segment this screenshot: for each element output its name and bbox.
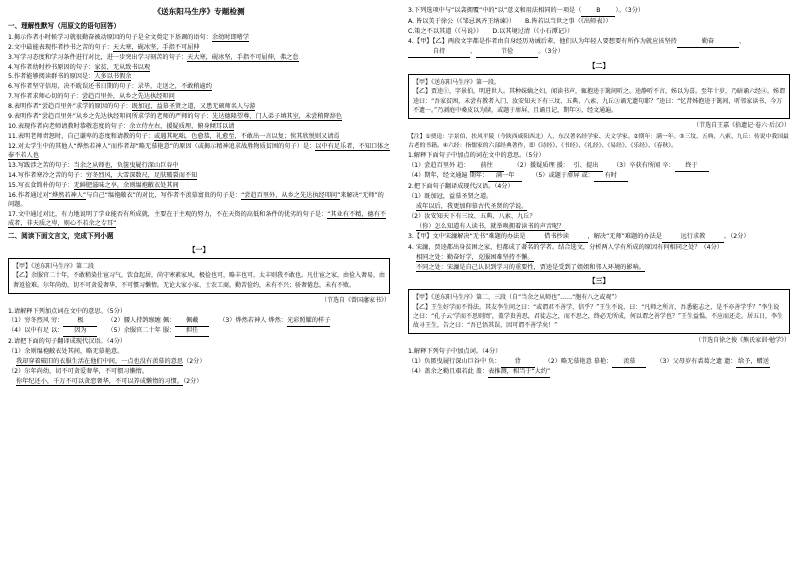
passage-3-source: （节选自徐之俊《熊氏家训·勉学》）	[695, 337, 790, 345]
passage-1-source: （节选自《曾国藩家书》）	[320, 296, 390, 304]
answer-4-1: 勤奋	[677, 38, 739, 48]
question-left-1-title: 1.请解释下列加点词在文中的意思。（5分）	[8, 307, 127, 315]
passage-1-yi: 【乙】余服官二十年，不敢稍染仕宦习气，饮食起居，尚守寒素家风，极俭也可，略丰也可，太丰则我不敢也。凡仕宦之家，由俭入奢易，由奢返俭难。尔年尚幼，切不可贪爱奢华，不可惯习懒惰。无论大家小家、士农工商，勤苦俭约，未有不兴；骄奢倦怠，未有不败。	[13, 272, 386, 289]
answer-7-1: 借书抄读	[526, 233, 588, 243]
choice-d: D.以其境过清（《小石潭记》）	[492, 27, 574, 35]
answer-4-2: 自持	[408, 48, 470, 58]
passage-1-jia: 【甲】《送东阳马生序》第二段	[13, 262, 95, 270]
question-right-9-items	[408, 358, 790, 378]
answer-7: 尝趋百里外，从乡之先达执经叩问	[81, 93, 175, 101]
question-12: 12.对太学生中的其他人“烨然若神人”而作者却“略无慕艳意”的原因（或揭示精神追求战胜物质贫困的句子）是：以中有足乐者，不知口体之奉不若人也	[8, 143, 390, 160]
section-two-title: 二、阅读下面文言文，完成下列小题	[8, 232, 114, 241]
word-explanation-item: （2）略无慕艳意 慕艳： 羡慕	[545, 358, 647, 368]
left-column	[8, 6, 390, 388]
translation-2-prompt: （2）尔年尚幼，切不可贪爱奢华，不可惯习懒惰。	[8, 368, 149, 376]
page-title: 《送东阳马生序》专题检测	[153, 7, 245, 16]
question-5: 5.作者能够阅读群书的原因是：人多以书假余	[8, 73, 132, 81]
word-explanation-item: （4）期年，经文通遍 期年： 满一年	[408, 172, 522, 182]
answer-6: 录毕，走送之，不敢稍逾约	[137, 83, 212, 91]
question-4: 4.写作者幼时抄书原因的句子：家贫，无从致书以观	[8, 63, 151, 71]
word-explanation-item: （3）父母岁有裘葛之遗 遗： 给予，赠送	[656, 358, 770, 368]
translation-3-prompt: （1）既加冠，益慕圣贤之道。	[408, 193, 493, 201]
word-explanation-item: （3）卒获有所闻 卒： 终于	[613, 162, 709, 172]
question-6: 6.写作者坚守信用，决不耽误还书日期的句子：录毕，走送之，不敢稍逾约	[8, 83, 212, 91]
passage-box-3	[408, 289, 790, 334]
passage-2-note: 【注】①贾逵：字景伯，扶风平陵（今陕西咸阳西北）人，东汉著名经学家、天文学家。②期年：满一年。③三坟、五典、八索、九丘：传说中我国最古老的书籍。④六经：指儒家的六部经典著作，即《诗经》、《书经》、《礼经》、《易经》、《乐经》、《春秋》。	[408, 133, 789, 149]
question-left-1-items	[8, 317, 390, 337]
choice-a: A. 皆以美于徐公（《邹忌讽齐王纳谏》）	[408, 17, 516, 25]
translation-4-prompt: （2）汝安知天下有三坟、五典、八索、九丘？	[408, 213, 536, 221]
question-2: 2.文中最能表现作者抄书之苦的句子：天大寒，砚冰坚，手指不可屈伸	[8, 43, 200, 51]
answer-16b: “尝趋百里外，从乡之先达执经叩问”	[241, 192, 341, 200]
right-column	[408, 6, 790, 379]
passage-3-jia: 【甲】《送东阳马生序》第二、三段（自“当余之从师也”……“胞有八之或观”）	[413, 294, 621, 302]
question-9: 9.表明作者“尝趋百里外”从乡之先达执经叩问所求学的老师的严师的句子：先达德隆望尊，门人弟子填其室，未尝稍降辞色	[8, 113, 343, 121]
word-explanation-item: （4）盖余之勤且艰若此 盖：表推测，相当于“大约”	[408, 368, 550, 378]
answer-8-1: 相同之处：勤奋好学，克服困难坚持不懈。	[416, 254, 534, 262]
passage-2-source: （节选自王嘉《拾遗记·卷六·后汉》）	[693, 122, 790, 130]
question-right-3: 3.下列选项中与“以衾拥覆”中的“以”意义和用法相同的一项是（ B ）。（3分）	[408, 7, 790, 17]
answer-8-2: 不同之处：宋濂是自己认识到学习的重要性，贾逵是受到了姐姐和邻人环境的影响。	[416, 264, 645, 272]
question-11: 11.表明老师责怒时，自己谦卑的态度和请教的句子：或遇其叱咄，色愈恭，礼愈至，不敢出一言以复；俟其欣悦则又请焉	[8, 133, 340, 141]
answer-5: 人多以书假余	[94, 73, 132, 81]
word-explanation-item: （1）穷冬烈风 穷： 极	[8, 317, 97, 327]
translation-2-answer: 你年纪还小，千万不可以贪恋奢华，不可以养成懒惰的习惯。（2分）	[16, 378, 203, 386]
question-right-6-title: 2.把下面句子翻译成现代汉语。（4分）	[408, 183, 514, 191]
question-14: 14.写作者寒冷之苦的句子：穷冬烈风，大雪深数尺，足肤皲裂而不知	[8, 172, 198, 180]
question-right-4: 4.【甲】【乙】两段文字都是作者由自身经历劝诫后辈，他们认为年轻人要想要有所作为就应该坚持 勤奋 、自持 、 节俭 。（3分）	[408, 38, 790, 58]
question-16: 16.作者通过对“烨然若神人”与自己“缊袍敝衣”的对比，写作者不羡慕富贵的句子是：“尝趋百里外，从乡之先达执经叩问”来解决“无师”的问题。	[8, 192, 384, 209]
passage-2-jia: 【甲】《送东阳马生序》第一段。	[413, 79, 501, 87]
passage-box-2	[408, 74, 790, 119]
answer-15: 无鲜肥滋味之享，余则缊袍敝衣处其间	[73, 182, 179, 190]
translation-3-answer: 成年以后，我更加仰慕古代圣贤的学说。	[416, 203, 528, 211]
word-explanation-item: （1）尝趋百里外 趋： 前往	[408, 162, 504, 172]
word-explanation-item: （5）余服官二十年 服： 担任	[107, 327, 209, 337]
translation-1-prompt: （1）余则缊袍敝衣处其间，略无慕艳意。	[8, 348, 124, 356]
question-right-8: 4. 宋濂、贾逵都出身贫困之家，但都成了著名的学者。结合选文，分析两人学有所成的原因有何相同之处？（4分）	[408, 244, 723, 252]
answer-17: “其业有不精，德有不成者，非天质之卑，则心不若余之专耳”	[8, 211, 387, 228]
answer-8: 既加冠，益慕圣贤之道，又患无硕师名人与游	[131, 103, 256, 111]
question-right-5-items	[408, 162, 790, 182]
question-17: 17.文中通过对比，有力地说明了学业能否有所成就，主要在于主观的努力，不在天资的高低和条件的优劣的句子是：“其业有不精，德有不成者，非天质之卑，则心不若余之专耳”	[8, 211, 387, 228]
choice-row-1	[408, 18, 790, 27]
answer-12: 以中有足乐者，不知口体之奉不若人也	[8, 143, 390, 160]
question-8: 8.表明作者“尝趋百里外”求学的原因的句子：既加冠，益慕圣贤之道，又患无硕师名人与游	[8, 103, 256, 111]
answer-16a: “烨然若神人”	[48, 192, 87, 200]
translation-4-answer: （你）怎么知道有人读书，就举唤拥着读书的声音呢？	[416, 223, 565, 231]
question-10: 10.表现作者向老师请教时恭敬态度的句子：余立侍左右，援疑质理，俯身倾耳以请	[8, 123, 235, 131]
word-explanation-item: （2）援疑质理 援： 引、提出	[514, 162, 603, 172]
passage-box-1	[8, 258, 390, 294]
section-one-title: 一、理解性默写（用原文的语句回答）	[8, 22, 121, 30]
word-explanation-item: （2）腰人持鸽缑缠 佩： 佩戴	[107, 317, 209, 327]
question-left-2-title: 2.请把下面的句子翻译成现代汉语。（4分）	[8, 338, 127, 346]
answer-1: 余幼时即嗜学	[211, 33, 250, 41]
answer-choice: B	[581, 7, 615, 17]
question-3: 3.写学习态度和学习条件进行对比，进一步突出学习刻苦的句子：天大寒，砚冰坚，手指不可屈伸，弗之怠	[8, 53, 299, 61]
answer-11: 或遇其叱咄，色愈恭，礼愈至，不敢出一言以复；俟其欣悦则又请焉	[153, 133, 340, 141]
answer-14: 穷冬烈风，大雪深数尺，足肤皲裂而不知	[85, 172, 198, 180]
answer-3: 天大寒，砚冰坚，手指不可屈伸，弗之怠	[187, 53, 299, 61]
question-right-5-title: 1.解释下面句子中加点的词在文中的意思。（5分）	[408, 152, 545, 160]
word-explanation-item: （4）以中有足 以： 因为	[8, 327, 97, 337]
question-13: 13.写跋涉之苦的句子：当余之从师也，负箧曳屣行深山巨谷中	[8, 162, 179, 170]
choice-row-2	[408, 28, 790, 37]
part-two-marker: 【二】	[588, 61, 610, 70]
answer-13: 当余之从师也，负箧曳屣行深山巨谷中	[73, 162, 179, 170]
answer-10: 余立侍左右，援疑质理，俯身倾耳以请	[129, 123, 235, 131]
choice-b: B.皆若以当世之事（《出师表》）	[525, 17, 612, 25]
question-right-9-title: 1.解释下列句子中加点词。（4分）	[408, 348, 502, 356]
word-explanation-item: （3）烨然若神人 烨然：光彩照耀的样子	[219, 317, 330, 327]
answer-9: 先达德隆望尊，门人弟子填其室，未尝稍降辞色	[212, 113, 343, 121]
choice-c: C.策之不以其道（《马说》）	[408, 27, 483, 35]
answer-2: 天大寒，砚冰坚，手指不可屈伸	[112, 43, 200, 51]
question-15: 15.写衣食简朴的句子：无鲜肥滋味之享，余则缊袍敝衣处其间	[8, 182, 179, 190]
question-7: 7.写作者求师心切的句子：尝趋百里外，从乡之先达执经叩问	[8, 93, 175, 101]
part-one-marker: 【一】	[188, 245, 210, 254]
answer-4: 家贫，无从致书以观	[94, 63, 151, 71]
translation-1-answer: 我却穿着破旧的衣服生活在他们中间，一点也没有羡慕的意思（2分）	[16, 358, 206, 366]
passage-3-yi: 【乙】王生好学而不得法。其友李生问之曰：“或谓君不善学，信乎？”王生不说，曰：“凡师之所言，吾悉能志之，是不亦善学乎？”李生说之曰：“孔子云‘学而不思则罔’，盖学贵善思，君徒志之，而不思之，终必无所成，何以谓之善学也？”王生益愠，不应而还走。居五日，李生故寻王生，告之曰：“吾已悟其误，因可谓不善学矣！”	[413, 303, 783, 330]
question-1: 1.揭示作者小时候学习就很勤奋被动原因的句子是全文奠定下基调的语句：余幼时即嗜学	[8, 33, 250, 41]
passage-2-yi: 【乙】贾逵①，字景伯，明进世人。其种妹嫡之妇，闻读书声，辄抱逵于篱间听之。逵静听不言，姊以为喜。至年十岁，乃暗诵六经④。姊谓逵曰：“吾家贫困，未尝有教者入门，汝安知天下有三坟、五典、八索、九丘③诵无遗句耶？”逵曰：“忆昔姊抱逵于篱间，听邻家读书，今万不遗一。”乃剥庭中桑皮以为牍，或题于扉屏，且诵且记，期年②，经文通遍。	[413, 88, 786, 114]
question-right-7: 3.【甲】文中宋濂解决“无书”难题的办法是 借书抄读 ，解决“无师”难题的办法是 远行求教 。（2分）	[408, 233, 790, 243]
word-explanation-item: （5）或题于扉屏 或： 有时	[532, 172, 628, 182]
answer-4-3: 节俭	[476, 48, 538, 58]
answer-7-2: 远行求教	[662, 233, 724, 243]
part-three-marker: 【三】	[588, 277, 610, 286]
word-explanation-item: （1）负匿曳屣行深山巨谷中 负： 背	[408, 358, 535, 368]
